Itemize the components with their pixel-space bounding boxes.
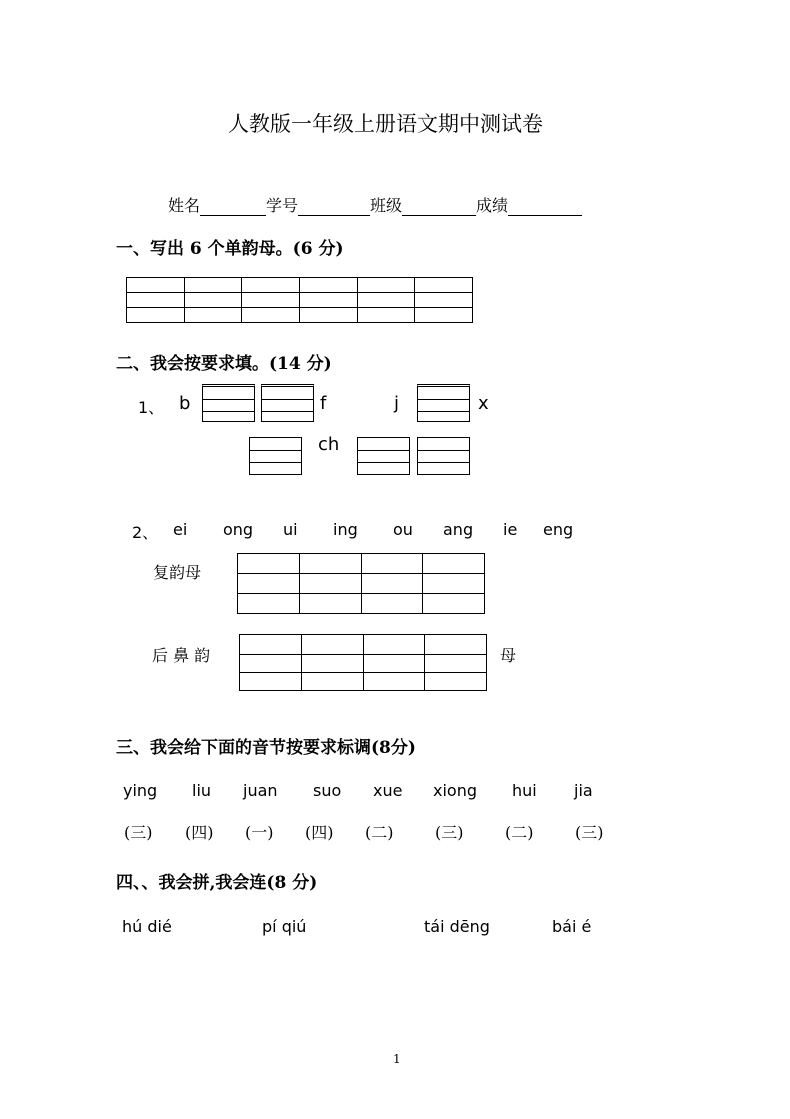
compound-vowel-label: 复韵母 xyxy=(153,563,202,582)
option-ui: ui xyxy=(283,520,298,539)
nasal-vowel-grid[interactable] xyxy=(239,634,487,691)
option-ie: ie xyxy=(503,520,518,539)
class-blank[interactable] xyxy=(402,199,476,216)
section1-heading: 一、写出 6 个单韵母。(6 分) xyxy=(116,239,344,259)
word-hudie: hú dié xyxy=(122,917,172,936)
option-ing: ing xyxy=(333,520,358,539)
syllable-jia: jia xyxy=(574,781,593,800)
class-label: 班级 xyxy=(370,196,403,215)
word-piqiu: pí qiú xyxy=(262,917,307,936)
compound-vowel-grid[interactable] xyxy=(237,553,485,614)
tone-hint: (四) xyxy=(305,823,334,842)
word-taideng: tái dēng xyxy=(424,917,490,936)
syllable-juan: juan xyxy=(243,781,278,800)
letter-j: j xyxy=(394,393,400,414)
number-blank[interactable] xyxy=(298,199,370,216)
student-info-line xyxy=(168,193,582,216)
tone-hint: (二) xyxy=(505,823,534,842)
page-number: 1 xyxy=(393,1052,401,1066)
pinyin-box[interactable] xyxy=(249,437,302,475)
section2-heading: 二、我会按要求填。(14 分) xyxy=(116,354,332,374)
tone-hint: (三) xyxy=(124,823,153,842)
option-ang: ang xyxy=(443,520,474,539)
syllable-ying: ying xyxy=(123,781,158,800)
tone-hint: (四) xyxy=(185,823,214,842)
score-label: 成绩 xyxy=(476,196,509,215)
word-baie: bái é xyxy=(552,917,592,936)
option-ong: ong xyxy=(223,520,254,539)
pinyin-box[interactable] xyxy=(417,437,470,475)
page-title: 人教版一年级上册语文期中测试卷 xyxy=(228,112,543,136)
name-label: 姓名 xyxy=(168,196,201,215)
nasal-vowel-label: 后 鼻 韵 xyxy=(152,646,211,665)
option-eng: eng xyxy=(543,520,574,539)
letter-f: f xyxy=(320,393,327,414)
pinyin-box[interactable] xyxy=(261,384,314,422)
letter-x: x xyxy=(478,393,489,414)
option-ou: ou xyxy=(393,520,413,539)
pinyin-box[interactable] xyxy=(417,384,470,422)
pinyin-box[interactable] xyxy=(357,437,410,475)
syllable-liu: liu xyxy=(192,781,212,800)
q2-index: 2、 xyxy=(132,523,159,542)
option-ei: ei xyxy=(173,520,188,539)
tone-hint: (三) xyxy=(435,823,464,842)
syllable-suo: suo xyxy=(313,781,342,800)
q1-index: 1、 xyxy=(138,398,165,417)
section3-heading: 三、我会给下面的音节按要求标调(8分) xyxy=(116,738,416,758)
number-label: 学号 xyxy=(266,196,299,215)
letter-b: b xyxy=(179,393,191,414)
tone-hint: (一) xyxy=(245,823,274,842)
pinyin-box[interactable] xyxy=(202,384,255,422)
tone-hint: (二) xyxy=(365,823,394,842)
nasal-vowel-label-tail: 母 xyxy=(500,646,517,665)
syllable-xiong: xiong xyxy=(433,781,477,800)
section4-heading: 四、、我会拼,我会连(8 分) xyxy=(116,873,318,893)
name-blank[interactable] xyxy=(200,199,266,216)
letter-ch: ch xyxy=(318,434,340,455)
syllable-hui: hui xyxy=(512,781,537,800)
tone-hint: (三) xyxy=(575,823,604,842)
score-blank[interactable] xyxy=(508,199,582,216)
syllable-xue: xue xyxy=(373,781,403,800)
vowel-writing-grid[interactable] xyxy=(126,277,473,323)
